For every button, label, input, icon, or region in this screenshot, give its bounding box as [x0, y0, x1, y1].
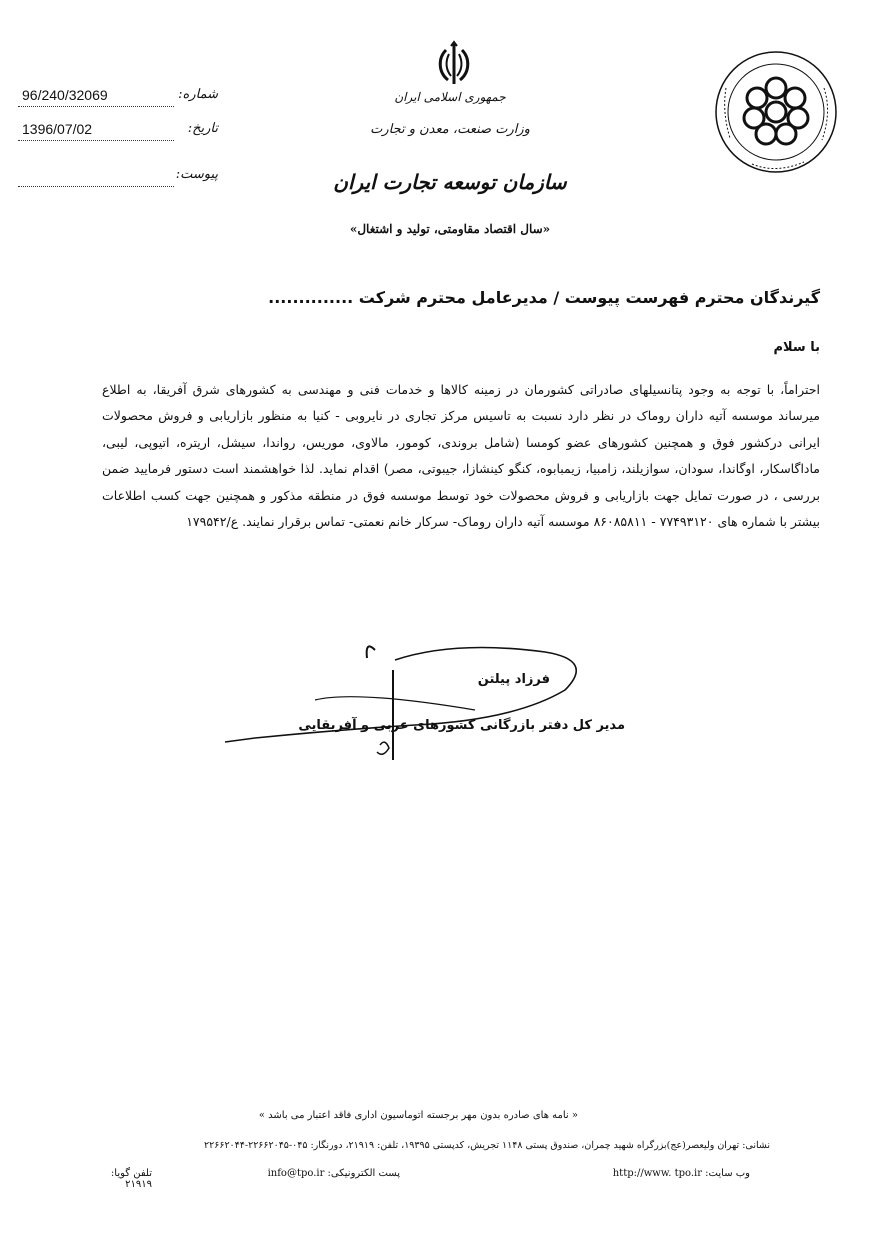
- letter-number-row: [18, 87, 218, 111]
- letter-attachment-line: [18, 186, 174, 187]
- footer-note: « نامه های صادره بدون مهر برجسته اتوماسیون اداری فاقد اعتبار می باشد »: [258, 1110, 578, 1121]
- letter-salutation: با سلام: [773, 340, 820, 355]
- footer-website[interactable]: وب سایت: http://www. tpo.ir: [612, 1168, 750, 1179]
- year-slogan: «سال اقتصاد مقاومتی، تولید و اشتغال»: [349, 222, 551, 236]
- letter-date-label: تاریخ:: [187, 121, 218, 136]
- letter-number-value: 96/240/32069: [22, 87, 108, 103]
- letter-date-value: 1396/07/02: [22, 121, 93, 137]
- footer-phone: تلفن گویا: ۲۱۹۱۹: [110, 1168, 152, 1190]
- letter-attachment-label: پیوست:: [175, 167, 218, 182]
- letter-body: احتراماً، با توجه به وجود پتانسیلهای صادراتی کشورمان در زمینه کالاها و خدمات فنی و مهندسی به کشورهای شرق آفریقا، به اطلاع میرساند موسسه آتیه داران روماک در نظر دارد نسبت به تاسیس مرکز تجاری در نایروبی - کنیا به منظور بازاریابی و فروش محصولات ایرانی درکشور فوق و همچنین کشورهای عضو کومسا (شامل بروندی، کومور، مالاوی، موریس، رواندا، سیشل، اریتره، اتیوپی، لیبی، ماداگاسکار، اوگاندا، سودان، سوازیلند، زامبیا، زیمبابوه، کنگو کینشازا، جیبوتی، مصر) اقدام نماید. لذا خواهشمند است دستور فرمایید ضمن بررسی ، در صورت تمایل جهت بازاریابی و فروش محصولات خود توسط موسسه فوق در منطقه مذکور و همچنین جهت کسب اطلاعات بیشتر با شماره های ۷۷۴۹۳۱۲۰ - ۸۶۰۸۵۸۱۱ موسسه آتیه داران روماک- سرکار خانم نعمتی- تماس برقرار نمایند. ع/۱۷۹۵۴۲: [102, 382, 820, 530]
- iran-emblem-icon: [434, 40, 474, 88]
- letter-number-line: [18, 106, 174, 107]
- letter-attachment-row: [18, 167, 218, 191]
- tpo-logo-seal-icon: [712, 48, 840, 176]
- footer-email[interactable]: پست الکترونیکی: info@tpo.ir: [267, 1168, 400, 1179]
- handwritten-signature: [215, 630, 595, 780]
- signatory-name: فرزاد پیلتن: [477, 672, 550, 687]
- letter-date-row: [18, 121, 218, 145]
- organization-title: سازمان توسعه تجارت ایران: [333, 170, 567, 194]
- government-title: جمهوری اسلامی ایران: [394, 90, 506, 104]
- signatory-title: مدیر کل دفتر بازرگانی کشورهای عربی و آفریقایی: [298, 718, 625, 733]
- letter-number-label: شماره:: [178, 87, 218, 102]
- footer-address: نشانی: تهران ولیعصر(عج)بزرگراه شهید چمران، صندوق پستی ۱۱۴۸ تجریش، کدپستی ۱۹۳۹۵، تلفن: ۲۱۹۱۹، دورنگار: ۰۴۵-۲۲۶۶۲۰۴۵-۲۲۶۶۲۰۴۴: [204, 1140, 770, 1151]
- letter-date-line: [18, 140, 174, 141]
- ministry-title: وزارت صنعت، معدن و تجارت: [370, 122, 530, 137]
- letter-recipients: گیرندگان محترم فهرست پیوست / مدیرعامل محترم شرکت ..............: [268, 288, 820, 307]
